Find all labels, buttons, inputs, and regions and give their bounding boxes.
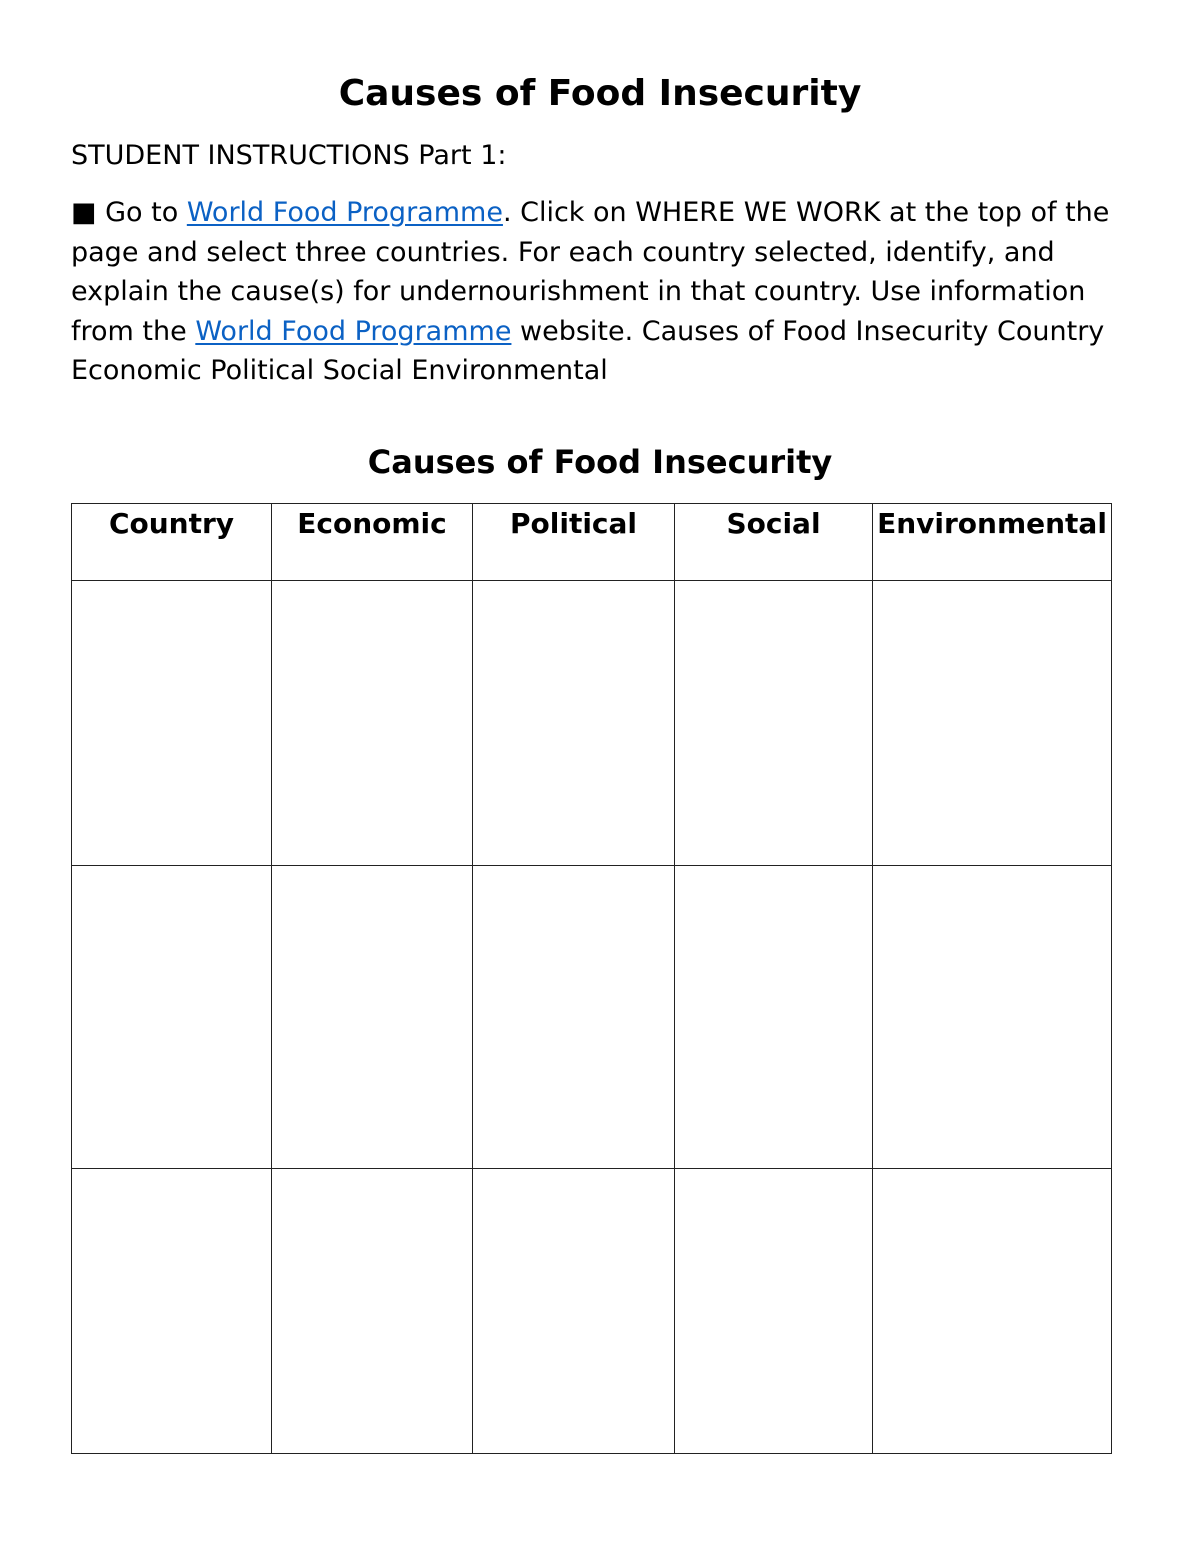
instructions-text-2: website. Causes of Food Insecurity Country Economic Political Social Environmental: [71, 315, 1105, 387]
table-header-row: [72, 504, 1112, 581]
cell-social[interactable]: [675, 866, 873, 1169]
bullet-square-icon: ■: [71, 197, 97, 228]
cell-economic[interactable]: [272, 866, 473, 1169]
cell-environmental[interactable]: [873, 581, 1112, 866]
cell-social[interactable]: [675, 581, 873, 866]
table-row: [72, 581, 1112, 866]
header-social: Social: [675, 504, 873, 581]
cell-economic[interactable]: [272, 1169, 473, 1454]
header-country: Country: [72, 504, 272, 581]
cell-political[interactable]: [473, 581, 675, 866]
cell-country[interactable]: [72, 866, 272, 1169]
cell-economic[interactable]: [272, 581, 473, 866]
world-food-programme-link[interactable]: World Food Programme: [186, 197, 503, 228]
cell-environmental[interactable]: [873, 866, 1112, 1169]
cell-environmental[interactable]: [873, 1169, 1112, 1454]
causes-table: [71, 503, 1112, 1454]
header-environmental: Environmental: [873, 504, 1112, 581]
world-food-programme-link-2[interactable]: World Food Programme: [195, 315, 512, 347]
cell-political[interactable]: [473, 1169, 675, 1454]
cell-country[interactable]: [72, 581, 272, 866]
table-title: Causes of Food Insecurity: [367, 443, 833, 481]
header-economic: Economic: [272, 504, 473, 581]
instructions-text-1: . Click on WHERE WE WORK at the top of the page and select three countries. For each country selected, identify, and explain the cause(s) for undernourishment in that country. Use information from the: [71, 197, 1110, 347]
table-row: [72, 1169, 1112, 1454]
instructions-paragraph: [71, 193, 1121, 391]
instructions-go-to: Go to: [96, 197, 187, 228]
header-political: Political: [473, 504, 675, 581]
cell-country[interactable]: [72, 1169, 272, 1454]
instructions-heading: STUDENT INSTRUCTIONS Part 1:: [71, 140, 507, 171]
cell-social[interactable]: [675, 1169, 873, 1454]
cell-political[interactable]: [473, 866, 675, 1169]
page-title: Causes of Food Insecurity: [338, 73, 862, 114]
table-row: [72, 866, 1112, 1169]
